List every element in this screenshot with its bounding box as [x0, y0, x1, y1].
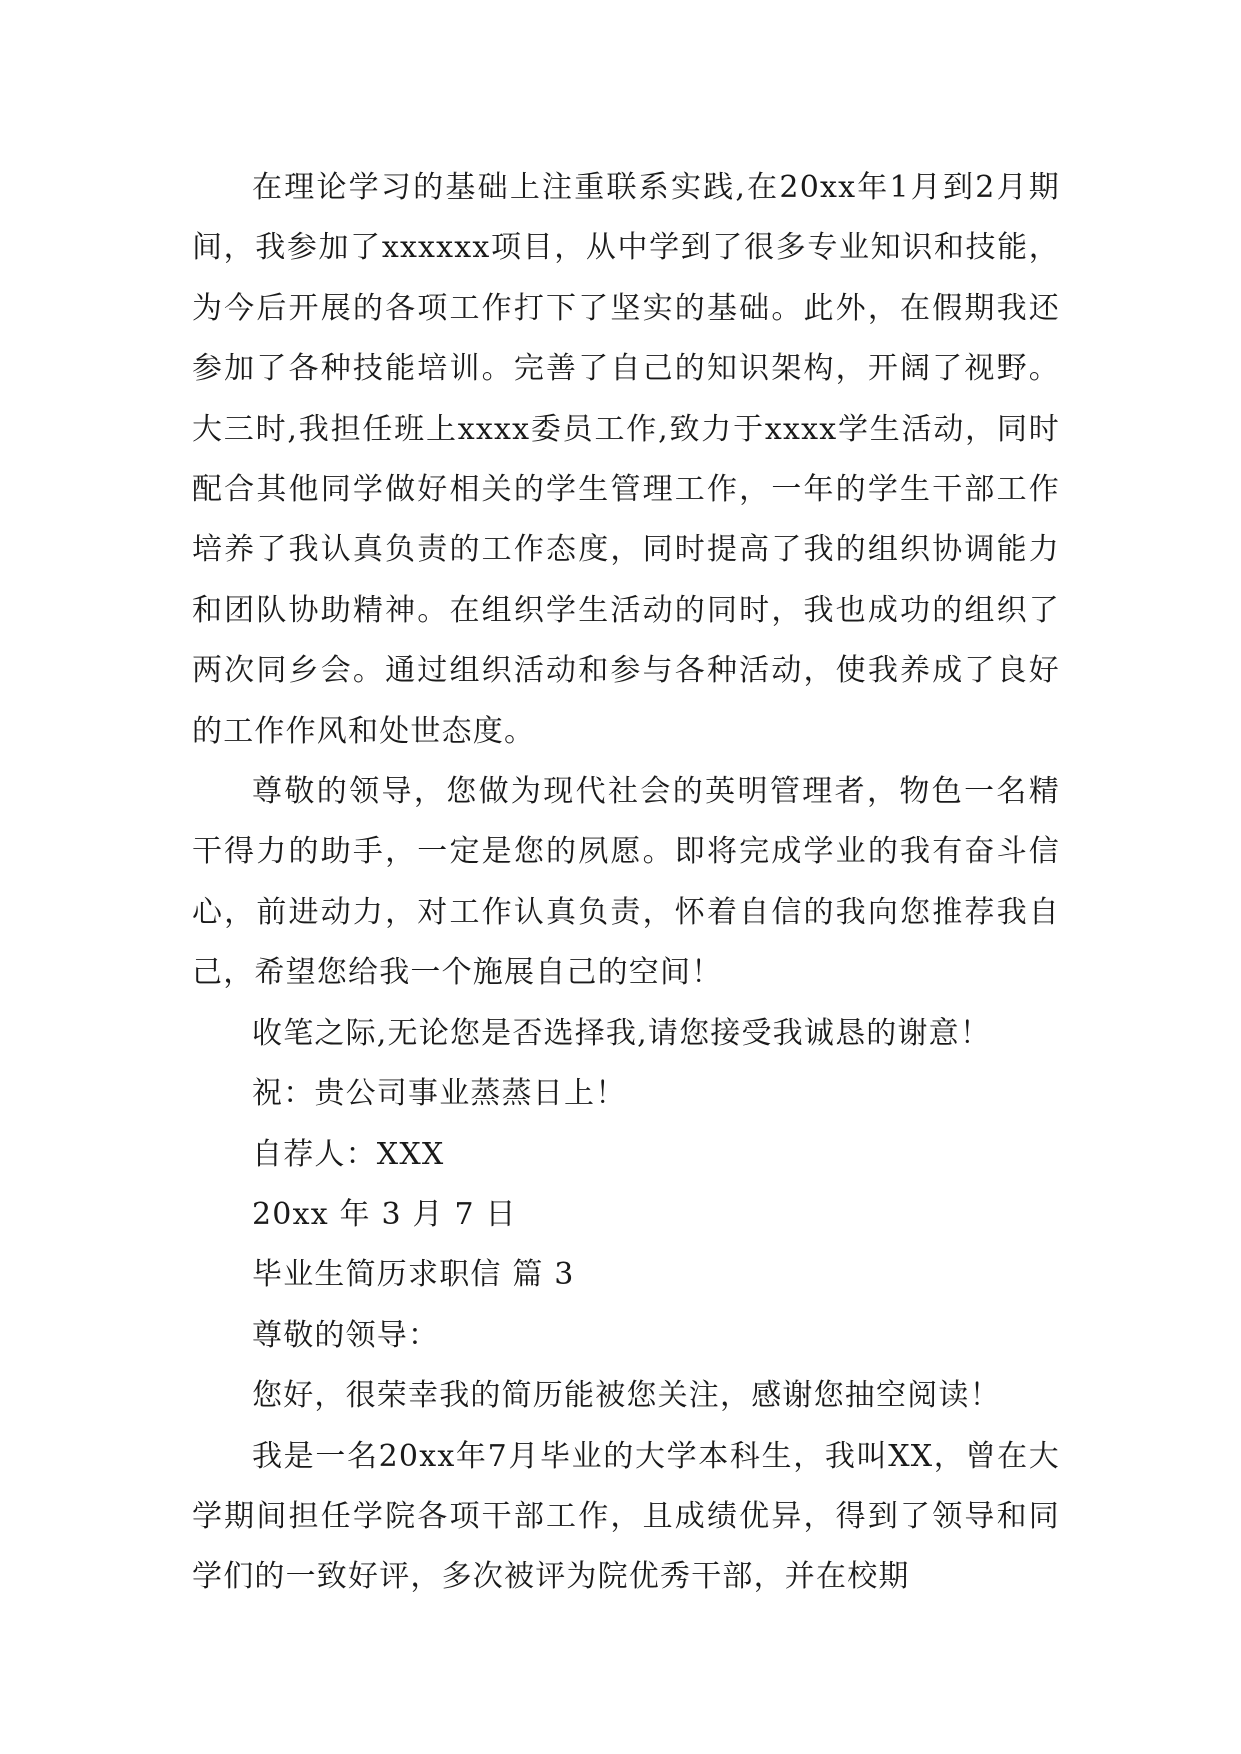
closing-line: 收笔之际,无论您是否选择我,请您接受我诚恳的谢意！ — [252, 1015, 992, 1051]
section-title: 毕业生简历求职信 篇 3 — [252, 1257, 575, 1293]
paragraph-intro: 我是一名20xx年7月毕业的大学本科生，我叫XX，曾在大学期间担任学院各项干部工作，且成绩优异，得到了领导和同学们的一致好评，多次被评为院优秀干部，并在校期 — [192, 1438, 1060, 1595]
greeting-line: 您好，很荣幸我的简历能被您关注，感谢您抽空阅读！ — [252, 1378, 1001, 1414]
wish-line: 祝：贵公司事业蒸蒸日上！ — [252, 1076, 627, 1112]
paragraph-practice: 在理论学习的基础上注重联系实践,在20xx年1月到2月期间，我参加了xxxxxx项目，从中学到了很多专业知识和技能，为今后开展的各项工作打下了坚实的基础。此外，在假期我还参加了各种技能培训。完善了自己的知识架构，开阔了视野。大三时,我担任班上xxxx委员工作,致力于xxxx学生活动，同时配合其他同学做好相关的学生管理工作，一年的学生干部工作培养了我认真负责的工作态度，同时提高了我的组织协调能力和团队协助精神。在组织学生活动的同时，我也成功的组织了两次同乡会。通过组织活动和参与各种活动，使我养成了良好的工作作风和处世态度。 — [192, 170, 1060, 749]
signature-line: 自荐人：XXX — [252, 1136, 445, 1172]
salutation-line: 尊敬的领导： — [252, 1317, 440, 1353]
paragraph-recommendation: 尊敬的领导，您做为现代社会的英明管理者，物色一名精干得力的助手，一定是您的夙愿。即将完成学业的我有奋斗信心，前进动力，对工作认真负责，怀着自信的我向您推荐我自己，希望您给我一个施展自己的空间！ — [192, 774, 1060, 991]
document-body — [192, 158, 1060, 1608]
date-line: 20xx 年 3 月 7 日 — [252, 1196, 517, 1232]
